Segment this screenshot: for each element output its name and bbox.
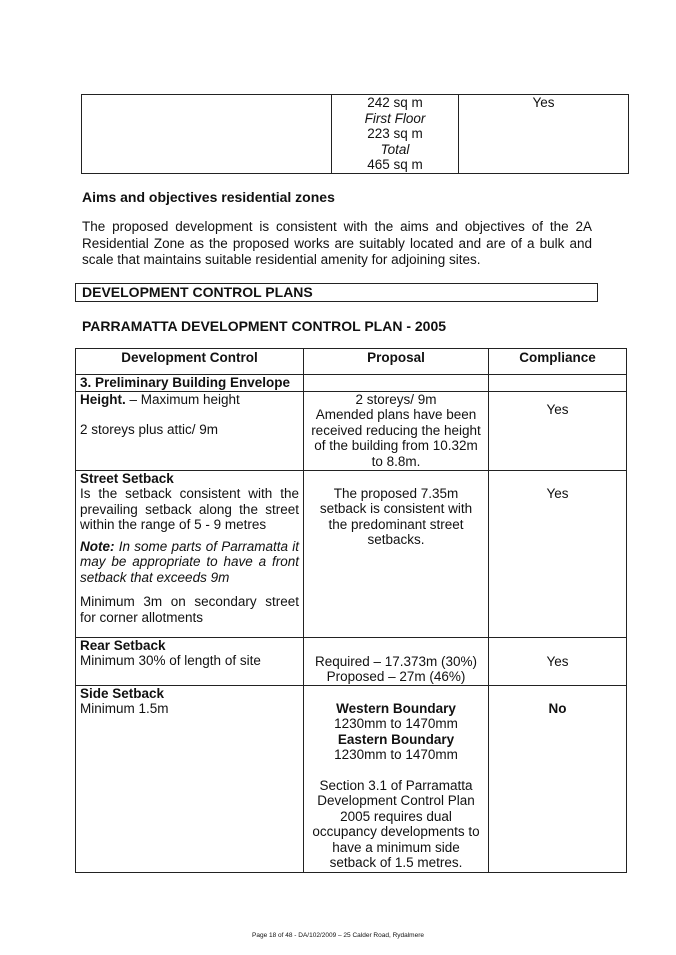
rear-setback-proposal-cell xyxy=(304,637,489,685)
side-setback-section-line: have a minimum side xyxy=(332,839,460,855)
western-boundary-value: 1230mm to 1470mm xyxy=(334,716,458,731)
street-setback-minimum: Minimum 3m on secondary street for corner allotments xyxy=(80,594,299,625)
street-setback-proposal-cell xyxy=(304,470,489,637)
side-setback-section-line: Development Control Plan xyxy=(317,793,475,808)
street-setback-proposal-line: setback is consistent with xyxy=(319,501,473,516)
floor-area-first-floor-value: 223 sq m xyxy=(367,126,423,141)
floor-area-values-cell xyxy=(332,95,459,174)
street-setback-proposal-line: the predominant street xyxy=(328,516,464,532)
rear-setback-detail: Minimum 30% of length of site xyxy=(80,653,261,668)
floor-area-first-floor-label: First Floor xyxy=(364,110,426,126)
western-boundary-label: Western Boundary xyxy=(336,700,456,716)
street-setback-row xyxy=(76,470,627,637)
side-setback-title: Side Setback xyxy=(80,685,165,701)
height-proposal-line: of the building from 10.32m xyxy=(314,438,478,453)
side-setback-detail: Minimum 1.5m xyxy=(80,701,169,716)
height-proposal-line: 2 storeys/ 9m xyxy=(355,391,437,407)
height-title-rest: – Maximum height xyxy=(125,391,240,407)
rear-setback-proposal-line: Required – 17.373m (30%) xyxy=(314,653,478,669)
height-detail: 2 storeys plus attic/ 9m xyxy=(80,422,219,437)
dcp-header-row xyxy=(76,349,627,375)
page-footer: Page 18 of 48 - DA/102/2009 – 25 Calder Road, Rydalmere xyxy=(252,932,424,939)
street-setback-control-cell xyxy=(76,470,304,637)
floor-area-table xyxy=(81,94,629,174)
header-development-control: Development Control xyxy=(76,349,304,375)
header-proposal: Proposal xyxy=(304,349,489,375)
rear-setback-compliance: Yes xyxy=(546,653,569,669)
height-proposal-cell xyxy=(304,391,489,470)
dcp-table xyxy=(75,348,627,873)
rear-setback-proposal-line: Proposed – 27m (46%) xyxy=(326,669,466,684)
floor-area-compliance: Yes xyxy=(532,95,555,110)
height-proposal-line: to 8.8m. xyxy=(371,453,421,469)
dcp-section-box xyxy=(75,283,598,302)
side-setback-section-line: Section 3.1 of Parramatta xyxy=(319,777,473,793)
side-setback-proposal-cell xyxy=(304,685,489,872)
aims-body: The proposed development is consistent with the aims and objectives of the 2A Residential Zone as the proposed works are suitably located and are of a bulk and scale that maintains suitable residential amenity for adjoining sites. xyxy=(82,219,592,267)
street-setback-proposal-line: The proposed 7.35m xyxy=(333,485,459,501)
floor-area-compliance-cell xyxy=(459,95,629,174)
side-setback-compliance-cell xyxy=(489,685,627,872)
rear-setback-title: Rear Setback xyxy=(80,637,166,653)
section-label: 3. Preliminary Building Envelope xyxy=(76,375,304,392)
floor-area-total-value: 465 sq m xyxy=(367,157,423,172)
street-setback-note-text: In some parts of Parramatta it may be appropriate to have a front setback that exceeds 9m xyxy=(80,538,299,585)
floor-area-empty-cell xyxy=(82,95,332,174)
street-setback-title: Street Setback xyxy=(80,470,174,486)
side-setback-row xyxy=(76,685,627,872)
height-compliance-cell xyxy=(489,391,627,470)
street-setback-proposal-line: setbacks. xyxy=(367,532,425,547)
side-setback-control-cell xyxy=(76,685,304,872)
header-compliance: Compliance xyxy=(489,349,627,375)
dcp-section-label: DEVELOPMENT CONTROL PLANS xyxy=(82,284,313,300)
floor-area-total-label: Total xyxy=(380,141,410,157)
side-setback-section-line: setback of 1.5 metres. xyxy=(329,855,463,870)
street-setback-detail: Is the setback consistent with the prevailing setback along the street within the range of 5 - 9 metres xyxy=(80,486,299,532)
rear-setback-row xyxy=(76,637,627,685)
street-setback-compliance: Yes xyxy=(546,485,569,501)
section-empty-proposal xyxy=(304,375,489,392)
rear-setback-compliance-cell xyxy=(489,637,627,685)
side-setback-section-line: occupancy developments to xyxy=(312,824,480,839)
side-setback-compliance: No xyxy=(548,700,567,716)
eastern-boundary-value: 1230mm to 1470mm xyxy=(334,747,458,762)
height-row xyxy=(76,391,627,470)
eastern-boundary-label: Eastern Boundary xyxy=(337,731,455,747)
dcp-title: PARRAMATTA DEVELOPMENT CONTROL PLAN - 2005 xyxy=(82,318,447,334)
height-control-cell xyxy=(76,391,304,470)
section-row xyxy=(76,375,627,392)
rear-setback-control-cell xyxy=(76,637,304,685)
street-setback-compliance-cell xyxy=(489,470,627,637)
height-proposal-line: received reducing the height xyxy=(311,422,481,438)
floor-area-ground-value: 242 sq m xyxy=(367,95,423,110)
height-title: Height. xyxy=(80,391,126,407)
height-proposal-line: Amended plans have been xyxy=(315,407,477,422)
street-setback-note-label: Note: xyxy=(80,538,115,554)
street-setback-note xyxy=(80,539,299,586)
side-setback-section-line: 2005 requires dual xyxy=(340,808,452,824)
aims-heading: Aims and objectives residential zones xyxy=(82,189,335,205)
section-empty-compliance xyxy=(489,375,627,392)
height-compliance: Yes xyxy=(546,401,569,417)
